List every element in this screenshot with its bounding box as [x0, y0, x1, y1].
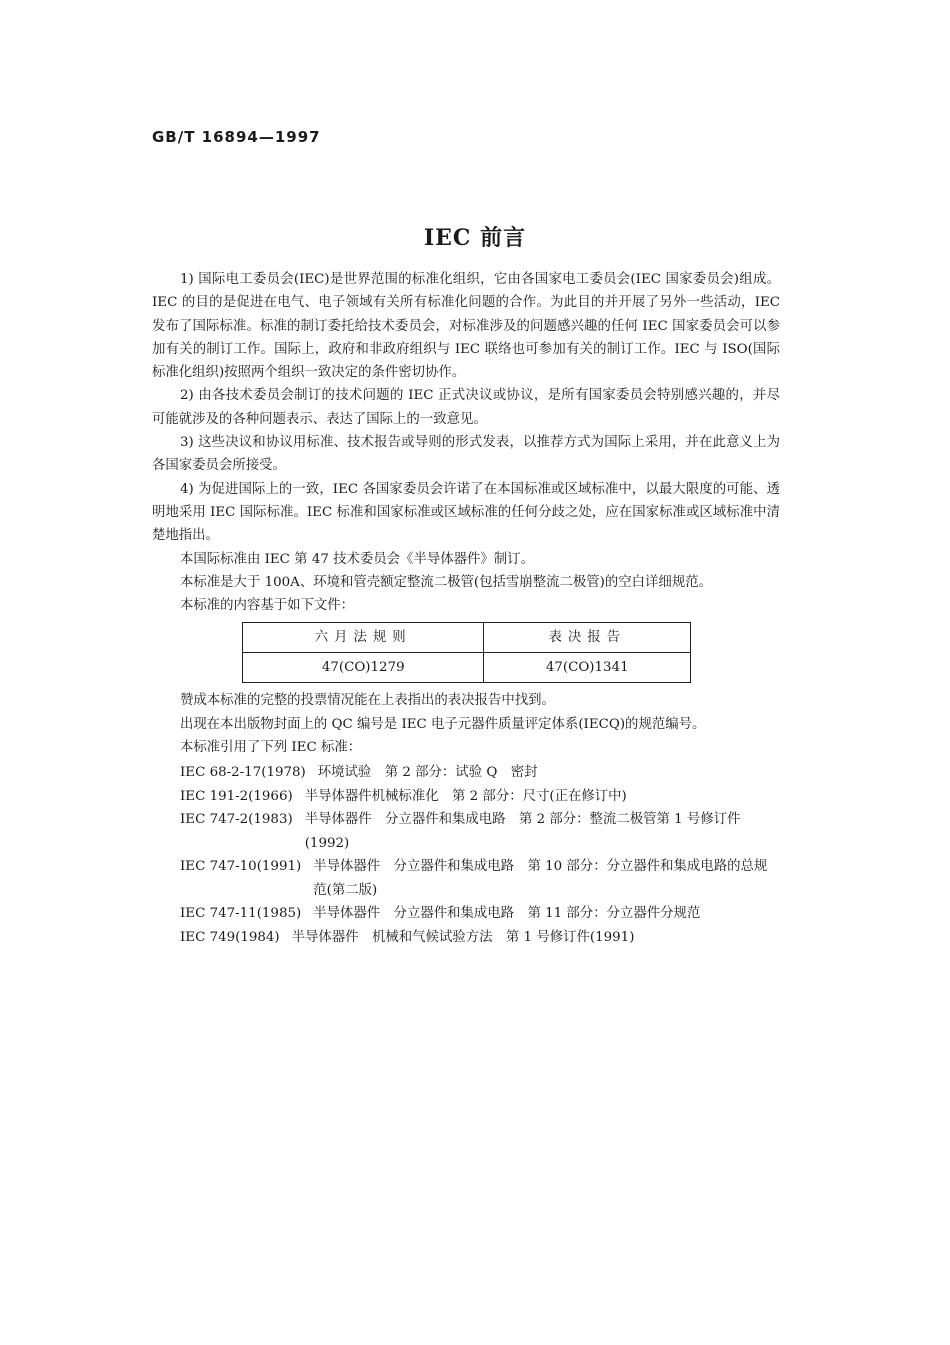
reference-code: IEC 747-11(1985): [180, 906, 302, 922]
paragraph-2: 2) 由各技术委员会制订的技术问题的 IEC 正式决议或协议，是所有国家委员会特别感兴趣的，并尽可能就涉及的各种问题表示、表达了国际上的一致意见。: [152, 388, 780, 427]
reference-code: IEC 68-2-17(1978): [180, 765, 306, 781]
reference-title: 环境试验 第 2 部分：试验 Q 密封: [317, 765, 538, 781]
paragraph-3: 3) 这些决议和协议用标准、技术报告或导则的形式发表，以推荐方式为国际上采用，并在此意义上为各国家委员会所接受。: [152, 435, 780, 474]
reference-title: 半导体器件机械标准化 第 2 部分：尺寸(正在修订中): [304, 788, 627, 804]
page-title: IEC 前言: [423, 225, 527, 251]
paragraph-committee: 本国际标准由 IEC 第 47 技术委员会《半导体器件》制订。: [180, 551, 534, 567]
table-cell: 47(CO)1341: [484, 653, 691, 683]
table-header-cell: 六月法规则: [243, 623, 484, 653]
references-list: [152, 761, 780, 949]
reference-title: 半导体器件 分立器件和集成电路 第 11 部分：分立器件分规范: [313, 906, 701, 922]
reference-code: IEC 191-2(1966): [180, 788, 293, 804]
list-item: [152, 808, 780, 855]
table-header-row: [243, 623, 691, 653]
paragraph-references-intro: 本标准引用了下列 IEC 标准：: [180, 740, 362, 756]
documents-table: [242, 622, 691, 683]
list-item: [152, 785, 780, 809]
reference-code: IEC 747-2(1983): [180, 812, 293, 828]
paragraph-voting: 赞成本标准的完整的投票情况能在上表指出的表决报告中找到。: [180, 693, 555, 709]
paragraph-4: 4) 为促进国际上的一致，IEC 各国家委员会许诺了在本国标准或区域标准中，以最大限度的可能、透明地采用 IEC 国际标准。IEC 标准和国家标准或区域标准的任何分歧之处，应在国家标准或区域标准中清楚地指出。: [152, 481, 780, 544]
table-row: [243, 653, 691, 683]
document-body: [152, 268, 780, 949]
reference-code: IEC 749(1984): [180, 929, 280, 945]
list-item: [152, 902, 780, 926]
paragraph-1: 1) 国际电工委员会(IEC)是世界范围的标准化组织，它由各国家电工委员会(IEC 国家委员会)组成。IEC 的目的是促进在电气、电子领域有关所有标准化问题的合作。为此目的并开展了另外一些活动，IEC 发布了国际标准。标准的制订委托给技术委员会，对标准涉及的问题感兴趣的任何 IEC 国家委员会可以参加有关的制订工作。国际上，政府和非政府组织与 IEC 联络也可参加有关的制订工作。IEC 与 ISO(国际标准化组织)按照两个组织一致决定的条件密切协作。: [152, 272, 780, 381]
reference-title: 半导体器件 机械和气候试验方法 第 1 号修订件(1991): [291, 929, 635, 945]
paragraph-scope: 本标准是大于 100A、环境和管壳额定整流二极管(包括雪崩整流二极管)的空白详细规范。: [180, 574, 712, 590]
table-header-cell: 表决报告: [484, 623, 691, 653]
paragraph-qc-number: 出现在本出版物封面上的 QC 编号是 IEC 电子元器件质量评定体系(IECQ)的规范编号。: [180, 716, 706, 732]
reference-title: 半导体器件 分立器件和集成电路 第 10 部分：分立器件和集成电路的总规范(第二版): [313, 859, 768, 898]
paragraph-basis: 本标准的内容基于如下文件：: [180, 598, 355, 614]
list-item: [152, 926, 780, 950]
standard-code: GB/T 16894—1997: [152, 128, 321, 146]
table-cell: 47(CO)1279: [243, 653, 484, 683]
list-item: [152, 761, 780, 785]
list-item: [152, 855, 780, 902]
reference-code: IEC 747-10(1991): [180, 859, 302, 875]
reference-title: 半导体器件 分立器件和集成电路 第 2 部分：整流二极管第 1 号修订件(1992): [304, 812, 741, 851]
